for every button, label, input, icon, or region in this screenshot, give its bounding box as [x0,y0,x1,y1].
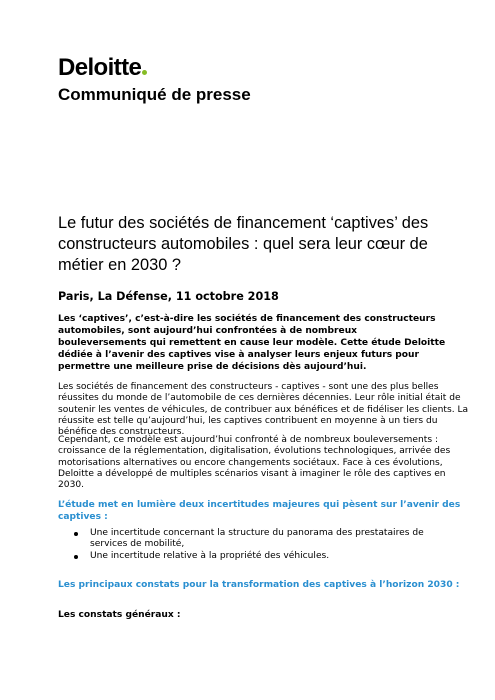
dateline: Paris, La Défense, 11 octobre 2018 [58,290,279,303]
lede-paragraph: Les ‘captives’, c’est-à-dire les sociétés de financement des constructeurs automobiles, sont aujourd’hui confrontées à de nombreux bouleversements qui remettent en cause leur modèle. Cette étude Deloitte dédiée à l’avenir des captives vise à analyser leurs enjeux futurs pour permettre une meilleure prise de décisions dès aujourd’hui. [58,314,446,372]
deloitte-logo [58,54,147,82]
body-paragraph-2: Cependant, ce modèle est aujourd’hui confronté à de nombreux bouleversements : croissance de la réglementation, digitalisation, évolutions technologiques, arrivée des motorisations alternatives ou encore changements sociétaux. Face à ces évolutions, Deloitte a développé de multiples scénarios visant à imaginer le rôle des captives en 2030. [58,435,451,491]
section-heading-uncertainties: L’étude met en lumière deux incertitudes majeures qui pèsent sur l’avenir des captives : [58,500,461,522]
headline: Le futur des sociétés de financement ‘captives’ des constructeurs automobiles : quel sera leur cœur de métier en 2030 ? [58,214,429,274]
list-item: Une incertitude concernant la structure du panorama des prestataires de services de mobilité, [72,528,452,551]
list-item: Une incertitude relative à la propriété des véhicules. [72,551,452,562]
section-heading-findings: Les principaux constats pour la transformation des captives à l’horizon 2030 : [58,580,460,590]
logo-wordmark: Deloitte [58,54,142,81]
document-type-title: Communiqué de presse [58,85,251,104]
logo-green-dot [142,70,147,75]
uncertainty-list [72,528,452,562]
subheading-general-findings: Les constats généraux : [58,610,181,620]
body-paragraph-1: Les sociétés de financement des constructeurs - captives - sont une des plus belles réussites du monde de l’automobile de ces dernières décennies. Leur rôle initial était de soutenir les ventes de véhicules, de contribuer aux bénéfices et de fidéliser les clients. La réussite est telle qu’aujourd’hui, les captives contribuent en moyenne à un tiers du bénéfice des constructeurs. [58,382,469,438]
